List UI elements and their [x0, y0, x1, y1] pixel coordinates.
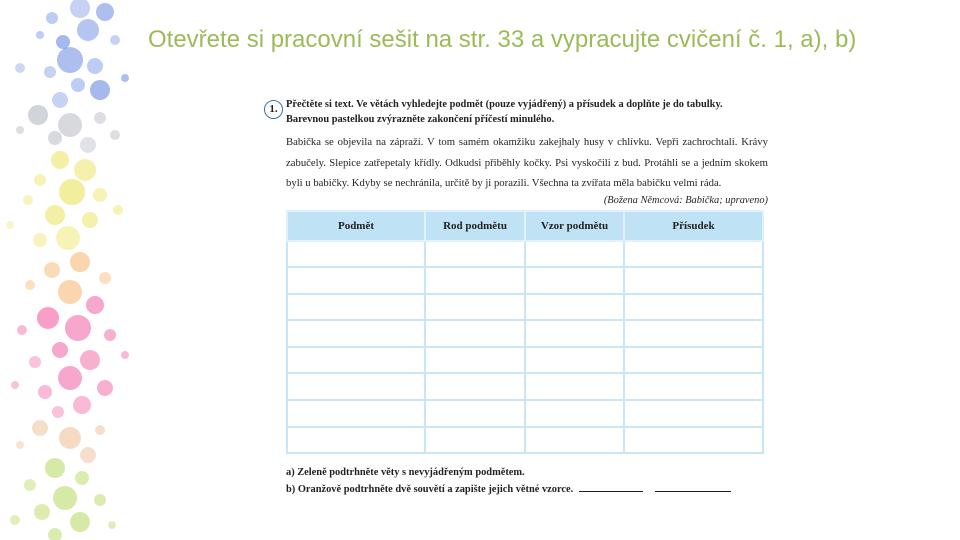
table-header-row [287, 211, 763, 241]
slide-title: Otevřete si pracovní sešit na str. 33 a vypracujte cvičení č. 1, a), b) [148, 26, 857, 53]
table-cell [525, 320, 624, 347]
table-cell [525, 427, 624, 454]
table-cell [287, 400, 425, 427]
exercise-text: Babička se objevila na zápraží. V tom samém okamžiku zakejhaly husy v chlívku. Vepři zachrochtali. Krávy zabučely. Slepice zatřepetaly křídly. Odkudsi přiběhly kočky. Psi vyskočili z bud. Protáhli se a jedním skokem byli u babičky. Kdyby se nechránila, určitě by ji porazili. Všechna ta zvířata měla babičku velmi ráda. [286, 136, 768, 189]
table-row [287, 241, 763, 268]
table-cell [425, 373, 525, 400]
header-podmet: Podmět [287, 211, 425, 241]
table-cell [624, 427, 763, 454]
table-cell [525, 347, 624, 374]
exercise-scan [264, 98, 768, 498]
exercise-tasks [286, 464, 768, 498]
header-vzor-podmetu: Vzor podmětu [525, 211, 624, 241]
table-cell [287, 427, 425, 454]
table-row [287, 320, 763, 347]
table-row [287, 294, 763, 321]
bubbles-peach [16, 420, 105, 463]
task-b-line [286, 481, 768, 498]
table-cell [525, 294, 624, 321]
bubbles-gray [16, 105, 120, 153]
table-cell [425, 294, 525, 321]
decorative-bubbles [0, 0, 150, 540]
table-row [287, 373, 763, 400]
table-cell [425, 267, 525, 294]
bubbles-blue [15, 0, 129, 108]
table-cell [624, 347, 763, 374]
table-cell [287, 267, 425, 294]
task-b: b) Oranžově podtrhněte dvě souvětí a zapište jejich větné vzorce. [286, 484, 574, 496]
table-cell [425, 347, 525, 374]
exercise-number: 1. [264, 100, 283, 119]
table-cell [624, 294, 763, 321]
table-cell [287, 320, 425, 347]
table-cell [525, 373, 624, 400]
table-cell [525, 400, 624, 427]
table-cell [525, 267, 624, 294]
bubbles-orange [25, 252, 111, 304]
header-rod-podmetu: Rod podmětu [425, 211, 525, 241]
answer-table-wrap [286, 210, 762, 455]
table-row [287, 400, 763, 427]
table-row [287, 427, 763, 454]
bubbles-yellow [6, 151, 123, 250]
table-cell [525, 241, 624, 268]
answer-blank-1 [579, 481, 643, 492]
table-cell [287, 373, 425, 400]
header-prisudek: Přísudek [624, 211, 763, 241]
exercise-source: (Božena Němcová: Babička; upraveno) [603, 194, 768, 206]
table-cell [624, 373, 763, 400]
exercise-instructions: Přečtěte si text. Ve větách vyhledejte podmět (pouze vyjádřený) a přísudek a doplňte je do tabulky. Barevnou pastelkou zvýrazněte zakončení příčestí minulého. [286, 99, 723, 125]
table-cell [624, 267, 763, 294]
table-cell [624, 400, 763, 427]
answer-blank-2 [655, 481, 731, 492]
table-row [287, 347, 763, 374]
bubbles-pink [11, 296, 129, 418]
table-cell [287, 347, 425, 374]
table-cell [425, 320, 525, 347]
answer-table [286, 210, 764, 455]
bubbles-green [10, 458, 116, 540]
task-a: a) Zeleně podtrhněte věty s nevyjádřeným podmětem. [286, 467, 525, 479]
table-cell [425, 427, 525, 454]
table-cell [425, 400, 525, 427]
table-body [287, 241, 763, 454]
table-cell [287, 294, 425, 321]
table-cell [624, 320, 763, 347]
table-cell [624, 241, 763, 268]
table-cell [425, 241, 525, 268]
table-row [287, 267, 763, 294]
table-cell [287, 241, 425, 268]
